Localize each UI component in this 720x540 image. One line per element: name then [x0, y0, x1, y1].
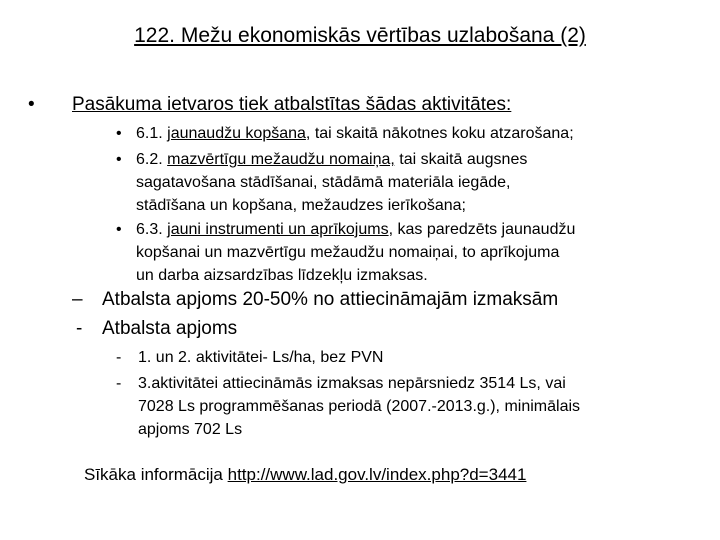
detail-marker: -	[116, 349, 122, 366]
footer-label: Sīkāka informācija	[84, 465, 223, 484]
activity-text-line: , tai skaitā nākotnes koku atzarošana;	[305, 125, 574, 142]
activity-name: jauni instrumenti un aprīkojums	[167, 221, 389, 238]
activity-code: 6.3.	[136, 221, 163, 238]
support-amount: Atbalsta apjoms	[102, 318, 238, 339]
detail-text-line: 7028 Ls programmēšanas periodā (2007.-2013.g.), minimālais	[138, 398, 581, 415]
activity-bullet-marker: •	[116, 221, 122, 238]
main-bullet-marker: •	[28, 94, 35, 115]
activity-text-line: , kas paredzēts jaunaudžu	[388, 221, 576, 238]
support-marker: –	[72, 289, 83, 310]
activity-6-3	[136, 218, 575, 287]
activity-text-line: sagatavošana stādīšanai, stādāmā materiāla iegāde,	[136, 174, 511, 191]
activity-code: 6.1.	[136, 125, 163, 142]
support-marker: -	[76, 318, 83, 339]
activity-text-line: stādīšana un kopšana, mežaudzes ierīkošana;	[136, 197, 466, 214]
activity-text-line: tai skaitā augsnes	[394, 151, 528, 168]
more-info-link[interactable]: http://www.lad.gov.lv/index.php?d=3441	[227, 465, 527, 484]
activity-code: 6.2.	[136, 151, 163, 168]
main-bullet-text: Pasākuma ietvaros tiek atbalstītas šādas aktivitātes:	[72, 94, 512, 115]
detail-block	[138, 372, 580, 441]
support-rate: Atbalsta apjoms 20-50% no attiecināmajām izmaksām	[102, 289, 559, 310]
detail-text-line: 3.aktivitātei attiecināmās izmaksas nepārsniedz 3514 Ls, vai	[138, 375, 566, 392]
activity-name: mazvērtīgu mežaudžu nomaiņa,	[167, 151, 395, 168]
activity-bullet-marker: •	[116, 151, 122, 168]
activity-name: jaunaudžu kopšana	[167, 125, 306, 142]
detail-marker: -	[116, 375, 122, 392]
page-title: 122. Mežu ekonomiskās vērtības uzlabošana (2)	[134, 24, 586, 47]
footer-info	[84, 465, 526, 485]
activity-6-2	[136, 148, 527, 217]
detail-text-line: apjoms 702 Ls	[138, 421, 243, 438]
activity-text-line: kopšanai un mazvērtīgu mežaudžu nomaiņai, to aprīkojuma	[136, 244, 560, 261]
activity-bullet-marker: •	[116, 125, 122, 142]
detail-text-line: 1. un 2. aktivitātei- Ls/ha, bez PVN	[138, 349, 384, 366]
activity-6-1	[136, 122, 574, 145]
activity-text-line: un darba aizsardzības līdzekļu izmaksas.	[136, 267, 428, 284]
